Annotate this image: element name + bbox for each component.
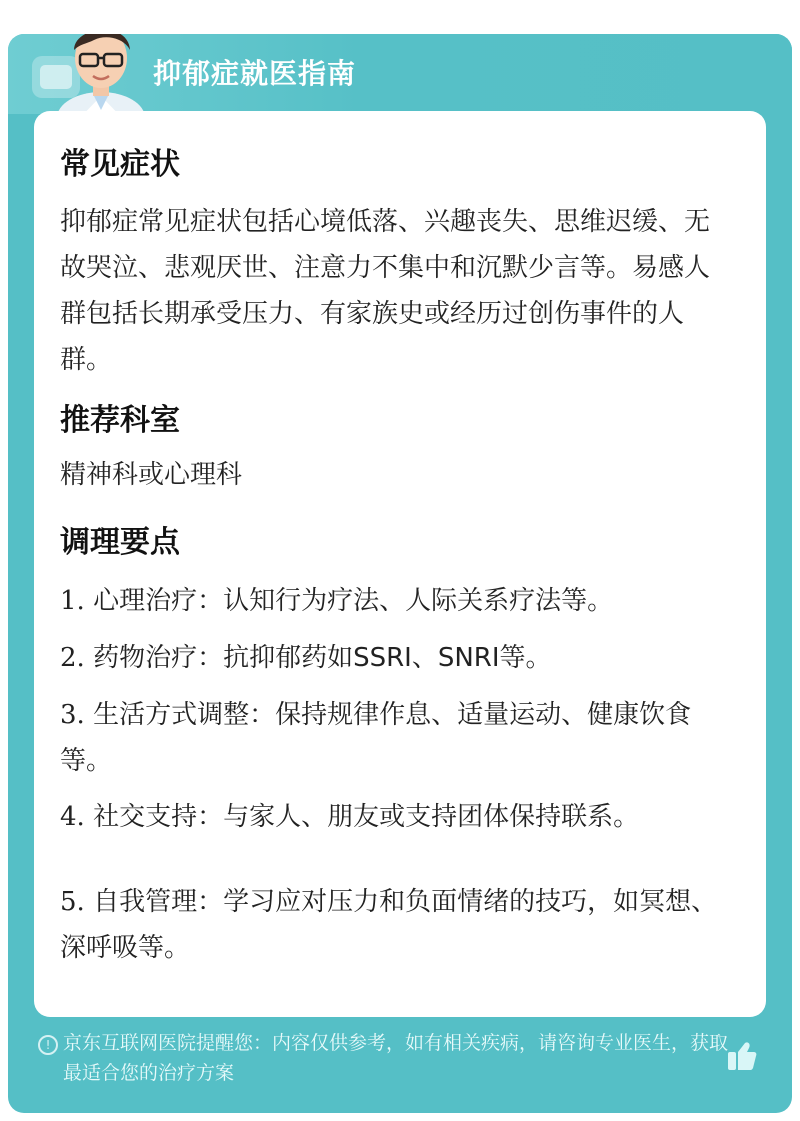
care-item (60, 635, 728, 681)
care-item-number: 4. (60, 802, 85, 832)
info-icon: ! (38, 1035, 58, 1055)
footer-disclaimer: 京东互联网医院提醒您：内容仅供参考，如有相关疾病，请咨询专业医生，获取最适合您的治疗方案 (63, 1032, 729, 1084)
thumbs-up-icon[interactable] (723, 1038, 759, 1074)
section-heading-department: 推荐科室 (60, 403, 180, 438)
care-item (60, 879, 728, 971)
page-title: 抑郁症就医指南 (153, 57, 357, 90)
symptoms-text: 抑郁症常见症状包括心境低落、兴趣丧失、思维迟缓、无故哭泣、悲观厌世、注意力不集中和沉默少言等。易感人群包括长期承受压力、有家族史或经历过创伤事件的人群。 (60, 207, 711, 375)
content-card (34, 111, 766, 1017)
care-item-number: 2. (60, 643, 85, 673)
section-heading-care: 调理要点 (60, 525, 180, 560)
care-item-number: 3. (60, 700, 85, 730)
department-text: 精神科或心理科 (60, 460, 243, 490)
care-item-text: 自我管理：学习应对压力和负面情绪的技巧，如冥想、深呼吸等。 (60, 887, 718, 963)
care-item-text: 社交支持：与家人、朋友或支持团体保持联系。 (93, 802, 640, 832)
section-heading-symptoms: 常见症状 (60, 147, 180, 182)
care-item-text: 心理治疗：认知行为疗法、人际关系疗法等。 (93, 586, 614, 616)
care-item-number: 5. (60, 887, 85, 917)
care-item-text: 生活方式调整：保持规律作息、适量运动、健康饮食等。 (60, 700, 692, 776)
care-item (60, 794, 728, 840)
care-item-text: 药物治疗：抗抑郁药如SSRI、SNRI等。 (93, 643, 552, 673)
care-item-number: 1. (60, 586, 85, 616)
care-item (60, 578, 728, 624)
guide-frame (8, 34, 792, 1113)
care-item (60, 692, 728, 784)
doctor-avatar-icon (46, 34, 156, 122)
